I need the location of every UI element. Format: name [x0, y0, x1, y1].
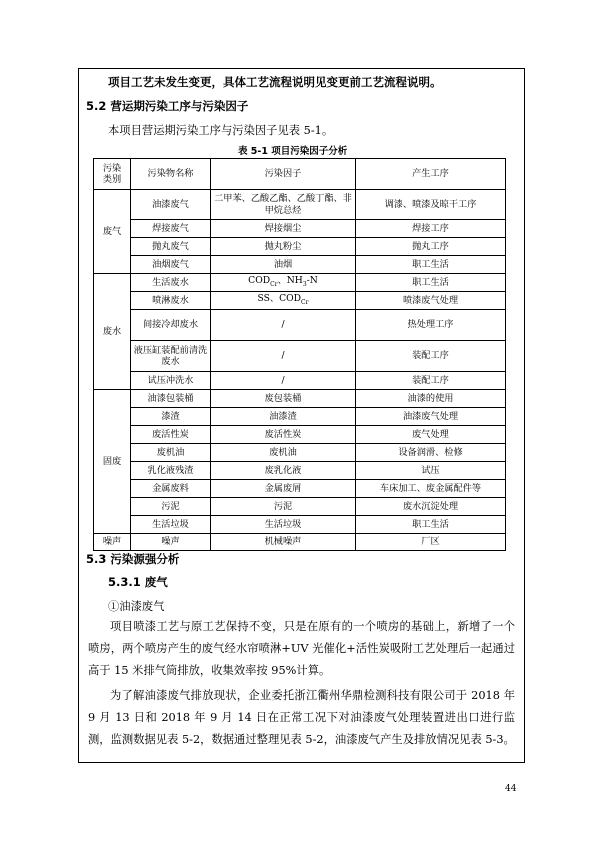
table-header-cell: 污染物名称: [131, 159, 211, 190]
process-cell: 焊接工序: [356, 220, 506, 238]
pollution-factor-cell: 油漆渣: [211, 408, 356, 426]
pollutant-name-cell: 焊接废气: [131, 220, 211, 238]
process-cell: 热处理工序: [356, 310, 506, 341]
table-row: [94, 220, 506, 238]
pollution-factor-cell: /: [211, 341, 356, 372]
process-cell: 厂区: [356, 534, 506, 551]
pollution-factor-cell: 焊接烟尘: [211, 220, 356, 238]
section-5-3-1-heading: 5.3.1 废气: [108, 575, 168, 589]
table-header-cell: 产生工序: [356, 159, 506, 190]
pollutant-name-cell: 噪声: [131, 534, 211, 551]
table-row: [94, 516, 506, 534]
table-row: [94, 390, 506, 408]
process-cell: 设备润滑、检修: [356, 444, 506, 462]
item-paint-exhaust: ①油漆废气: [108, 600, 165, 613]
table-header-row: [94, 159, 506, 190]
table-row: [94, 372, 506, 390]
table-row: [94, 480, 506, 498]
pollutant-name-cell: 油烟废气: [131, 256, 211, 274]
section-5-3-heading: 5.3 污染源强分析: [86, 552, 180, 566]
pollution-factor-cell: SS、$COD_{Cr}$: [211, 292, 356, 310]
pollution-factor-cell: 金属废屑: [211, 480, 356, 498]
pollutant-name-cell: 喷淋废水: [131, 292, 211, 310]
table-row: [94, 426, 506, 444]
table-row: [94, 256, 506, 274]
process-cell: 抛丸工序: [356, 238, 506, 256]
process-cell: 职工生活: [356, 256, 506, 274]
pollutant-name-cell: 污泥: [131, 498, 211, 516]
process-cell: 废气处理: [356, 426, 506, 444]
process-cell: 车床加工、废金属配件等: [356, 480, 506, 498]
pollution-factor-cell: $COD_{Cr}$、$NH_3-N$: [211, 274, 356, 292]
section-5-2-heading: 5.2 营运期污染工序与污染因子: [86, 99, 249, 113]
top-statement: 项目工艺未发生变更，具体工艺流程说明见变更前工艺流程说明。: [108, 75, 442, 89]
table-row: [94, 408, 506, 426]
pollution-factor-cell: 油烟: [211, 256, 356, 274]
category-cell: 噪声: [94, 534, 131, 551]
process-cell: 职工生活: [356, 516, 506, 534]
pollutant-name-cell: 液压缸装配前清洗废水: [131, 341, 211, 372]
pollutant-name-cell: 试压冲洗水: [131, 372, 211, 390]
pollution-factor-cell: 二甲苯、乙酸乙酯、乙酸丁酯、非甲烷总烃: [211, 190, 356, 220]
process-cell: 油漆废气处理: [356, 408, 506, 426]
process-cell: 装配工序: [356, 341, 506, 372]
pollution-factor-cell: 废活性炭: [211, 426, 356, 444]
pollutant-name-cell: 油漆包装桶: [131, 390, 211, 408]
table-row: [94, 341, 506, 372]
pollutant-name-cell: 生活垃圾: [131, 516, 211, 534]
table-row: [94, 498, 506, 516]
pollutant-name-cell: 生活废水: [131, 274, 211, 292]
pollution-factor-cell: 生活垃圾: [211, 516, 356, 534]
pollutant-name-cell: 废活性炭: [131, 426, 211, 444]
table-row: [94, 190, 506, 220]
paragraph-2: 为了解油漆废气排放现状，企业委托浙江衢州华鼎检测科技有限公司于 2018 年 9 月 13 日和 2018 年 9 月 14 日在正常工况下对油漆废气处理装置进出口进行监测，监测数据见表 5-2，数据通过整理见表 5-2，油漆废气产生及排放情况见表 5-3。: [88, 689, 515, 746]
section-5-2-intro: 本项目营运期污染工序与污染因子见表 5-1。: [108, 124, 334, 137]
category-cell: 固废: [94, 390, 131, 534]
pollution-factor-cell: /: [211, 310, 356, 341]
pollutant-name-cell: 抛丸废气: [131, 238, 211, 256]
pollution-factor-cell: 抛丸粉尘: [211, 238, 356, 256]
process-cell: 调漆、喷漆及晾干工序: [356, 190, 506, 220]
process-cell: 喷漆废气处理: [356, 292, 506, 310]
pollutant-name-cell: 金属废料: [131, 480, 211, 498]
category-cell: 废水: [94, 274, 131, 390]
pollutant-name-cell: 油漆废气: [131, 190, 211, 220]
pollutant-name-cell: 乳化液残渣: [131, 462, 211, 480]
pollution-factor-cell: 污泥: [211, 498, 356, 516]
table-header-cell: 污染因子: [211, 159, 356, 190]
table-row: [94, 238, 506, 256]
pollution-factor-cell: 废包装桶: [211, 390, 356, 408]
pollutant-name-cell: 废机油: [131, 444, 211, 462]
table-row: [94, 292, 506, 310]
table-row: [94, 534, 506, 551]
process-cell: 装配工序: [356, 372, 506, 390]
pollution-factor-cell: 废乳化液: [211, 462, 356, 480]
pollutant-name-cell: 漆渣: [131, 408, 211, 426]
process-cell: 油漆的使用: [356, 390, 506, 408]
pollution-factor-cell: 机械噪声: [211, 534, 356, 551]
process-cell: 试压: [356, 462, 506, 480]
paragraph-1: 项目喷漆工艺与原工艺保持不变，只是在原有的一个喷房的基础上，新增了一个喷房，两个喷房产生的废气经水帘喷淋+UV 光催化+活性炭吸附工艺处理后一起通过高于 15 米排气筒排放，收集效率按 95%计算。: [88, 620, 515, 677]
table-row: [94, 310, 506, 341]
process-cell: 职工生活: [356, 274, 506, 292]
table-5-1-title: 表 5-1 项目污染因子分析: [238, 146, 348, 157]
table-header-cell: 污染类别: [94, 159, 131, 190]
pollution-factor-cell: /: [211, 372, 356, 390]
category-cell: 废气: [94, 190, 131, 274]
pollution-factor-table: [93, 158, 506, 551]
table-row: [94, 444, 506, 462]
pollutant-name-cell: 间接冷却废水: [131, 310, 211, 341]
table-row: [94, 462, 506, 480]
process-cell: 废水沉淀处理: [356, 498, 506, 516]
pollution-factor-cell: 废机油: [211, 444, 356, 462]
page-number: 44: [505, 784, 517, 794]
table-row: [94, 274, 506, 292]
